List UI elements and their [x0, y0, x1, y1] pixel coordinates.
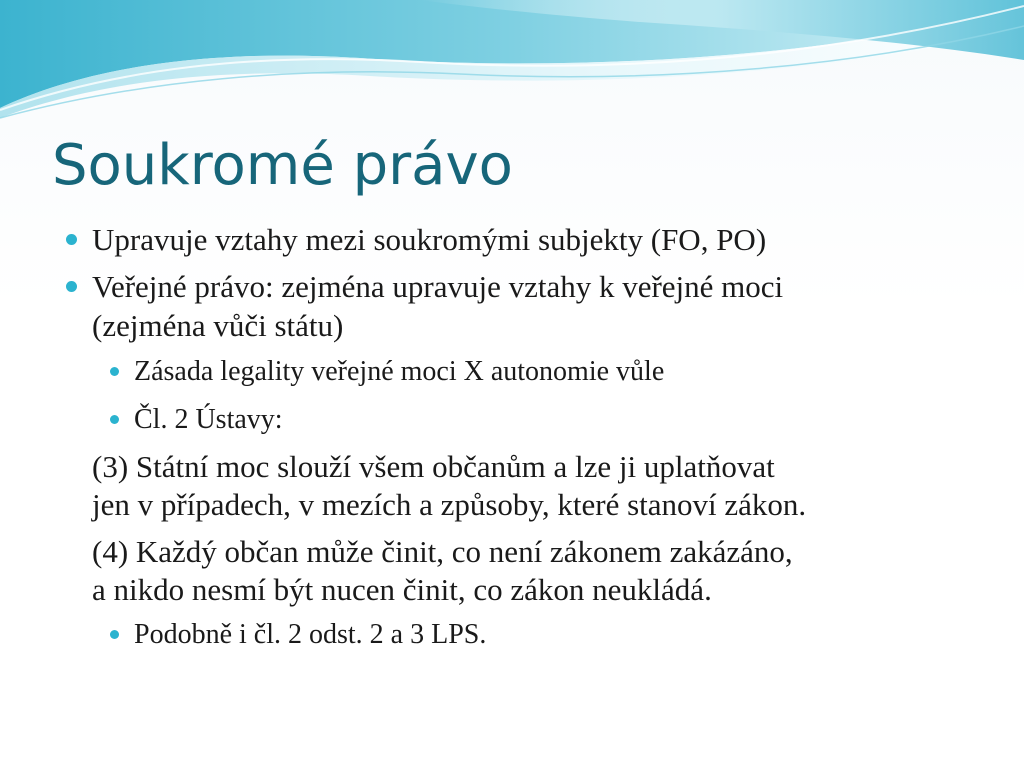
slide-title: Soukromé právo	[52, 133, 513, 198]
sub-bullet-text: Zásada legality veřejné moci X autonomie vůle	[134, 356, 665, 387]
paragraph-2-line-2: a nikdo nesmí být nucen činit, co zákon neukládá.	[92, 572, 712, 607]
bullet-text: Upravuje vztahy mezi soukromými subjekty (FO, PO)	[92, 222, 767, 257]
bullet-item-1	[92, 220, 766, 259]
header-wave-decoration	[0, 0, 1024, 120]
sub-bullet-text: Podobně i čl. 2 odst. 2 a 3 LPS.	[134, 619, 487, 650]
bullet-icon	[110, 630, 119, 639]
sub-bullet-item-2	[134, 402, 283, 438]
bullet-text-line-1: Veřejné právo: zejména upravuje vztahy k veřejné moci	[92, 269, 784, 304]
paragraph-1-line-1: (3) Státní moc slouží všem občanům a lze ji uplatňovat	[92, 449, 775, 484]
bullet-text-line-2: (zejména vůči státu)	[92, 308, 344, 343]
bullet-icon	[110, 367, 119, 376]
bullet-icon	[66, 281, 77, 292]
sub-bullet-text: Čl. 2 Ústavy:	[134, 404, 283, 435]
bullet-icon	[110, 415, 119, 424]
bullet-icon	[66, 234, 77, 245]
bullet-item-2-continuation	[92, 306, 343, 345]
sub-bullet-item-3	[134, 617, 486, 653]
paragraph-2-line-1: (4) Každý občan může činit, co není zákonem zakázáno,	[92, 534, 793, 569]
bullet-item-2	[92, 267, 783, 306]
sub-bullet-item-1	[134, 354, 664, 390]
paragraph-1-line-2: jen v případech, v mezích a způsoby, které stanoví zákon.	[92, 487, 807, 522]
